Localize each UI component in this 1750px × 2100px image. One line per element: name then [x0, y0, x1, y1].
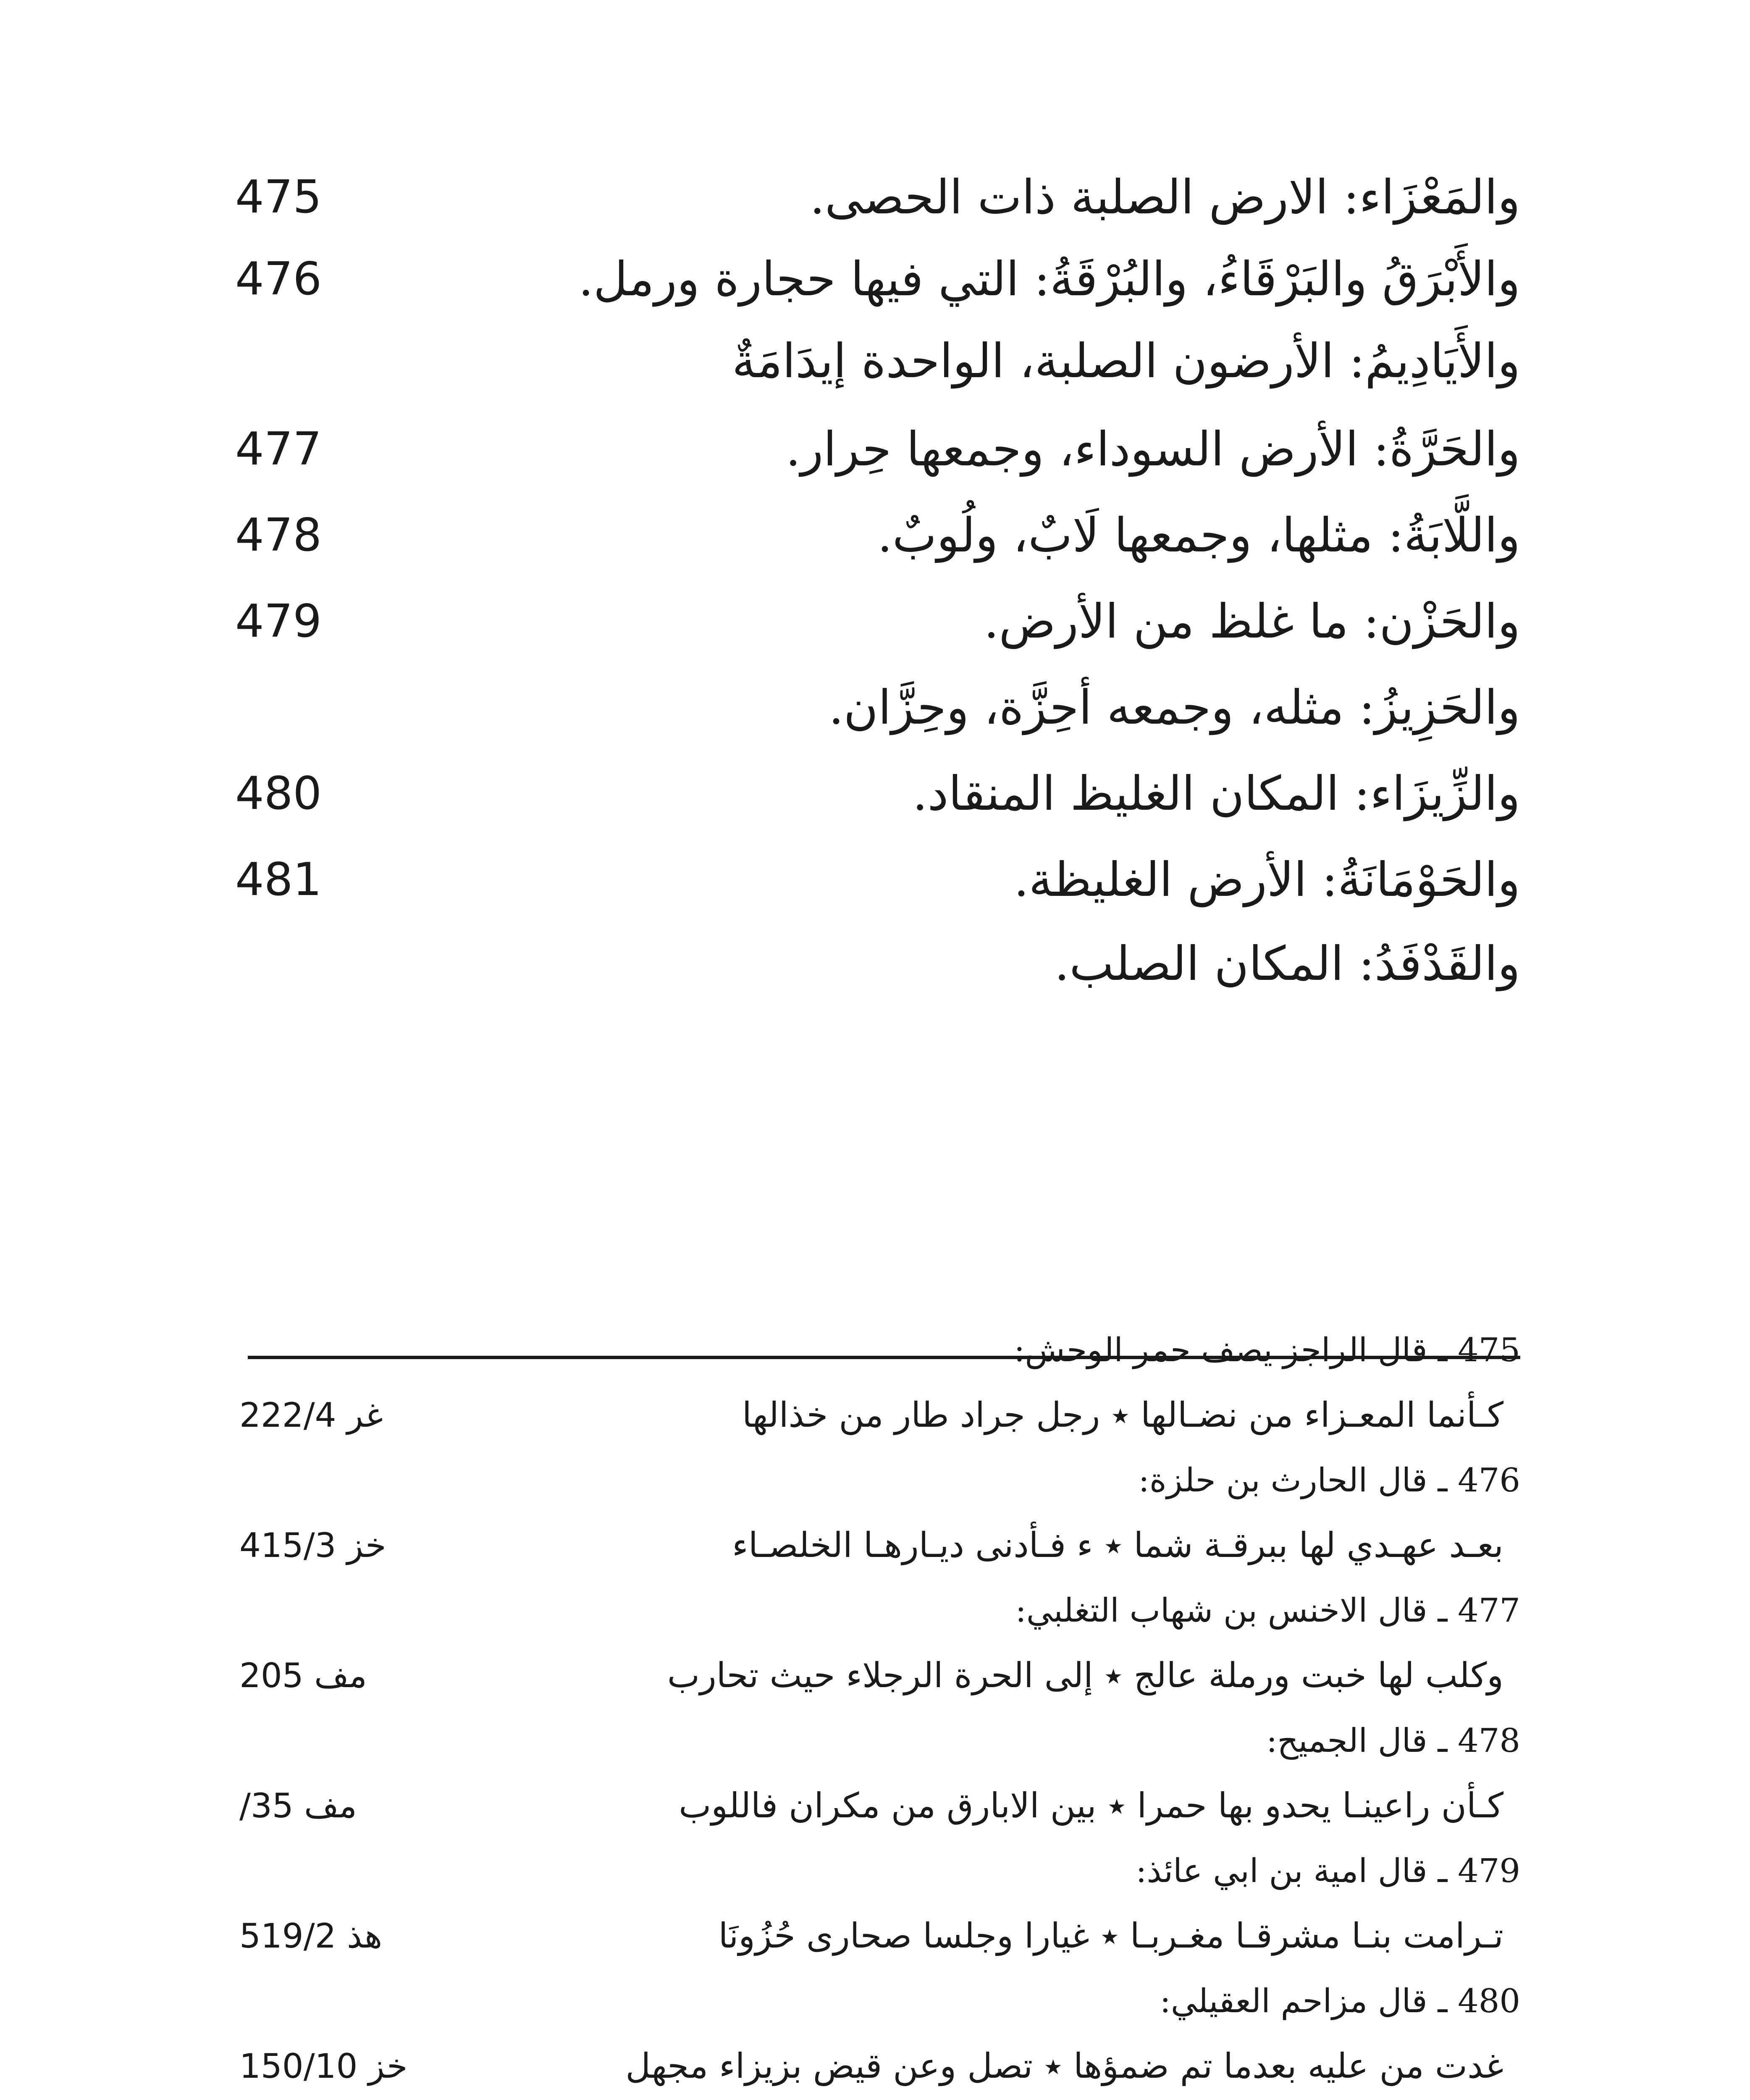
- entry-number: 480: [235, 767, 322, 820]
- entry-text: والحَرَّةُ: الأرض السوداء، وجمعها حِرار.: [785, 422, 1520, 477]
- footnote-heading: 480 ـ قال مزاحم العقيلي:: [1160, 1982, 1520, 2020]
- footnote-heading: 476 ـ قال الحارث بن حلزة:: [1138, 1462, 1520, 1499]
- entry-haziz: [235, 666, 1520, 750]
- entry-qadfad: [235, 922, 1520, 1006]
- footnote-heading: 478 ـ قال الجميح:: [1266, 1722, 1520, 1760]
- footnote-verse-row: [239, 2033, 1503, 2100]
- entry-text: والزِّيزَاء: المكان الغليظ المنقاد.: [912, 766, 1520, 821]
- verse-text: تـرامت بنـا مشرقـا مغـربـا ٭ غيارا وجلسا صحارى حُزُونَا: [718, 1916, 1503, 1956]
- entry-text: والأَيَادِيمُ: الأرضون الصلبة، الواحدة إيدَامَةٌ: [732, 334, 1520, 388]
- footnote-verse-row: [239, 1903, 1503, 1970]
- verse-text: غدت من عليه بعدما تم ضمؤها ٭ تصل وعن قيض بزيزاء مجهل: [625, 2046, 1503, 2086]
- entry-number: 477: [235, 423, 322, 475]
- entry-text: والحَوْمَانَةُ: الأرض الغليظة.: [1014, 853, 1520, 907]
- entry-477: [235, 407, 1520, 491]
- source-reference: خز 150/10: [239, 2047, 408, 2086]
- entry-number: 479: [235, 595, 322, 648]
- entry-481: [235, 838, 1520, 922]
- entry-text: والقَدْفَدُ: المكان الصلب.: [1054, 937, 1520, 991]
- entry-480: [235, 752, 1520, 836]
- entry-text: والمَعْزَاء: الارض الصلبة ذات الحصى.: [810, 170, 1520, 225]
- entry-text: والحَزِيزُ: مثله، وجمعه أحِزَّة، وحِزَّان.: [829, 680, 1520, 735]
- footnote-verse-row: [239, 1512, 1503, 1579]
- source-reference: هذ 519/2: [239, 1916, 383, 1956]
- footnote-heading: 475 ـ قال الراجز يصف حمر الوحش:: [1014, 1331, 1520, 1369]
- footnote-heading: 479 ـ قال امية بن ابي عائذ:: [1136, 1852, 1520, 1890]
- entry-478: [235, 494, 1520, 578]
- entry-number: 481: [235, 853, 322, 906]
- entry-text: واللَّابَةُ: مثلها، وجمعها لَابٌ، ولُوبٌ.: [877, 508, 1520, 563]
- verse-text: كـأنما المعـزاء من نضـالها ٭ رجل جراد طار من خذالها: [742, 1395, 1503, 1435]
- footnote-verse-row: [239, 1772, 1503, 1840]
- footnote-verse-row: [239, 1382, 1503, 1449]
- footnote-verse-row: [239, 1642, 1503, 1709]
- entry-number: 475: [235, 171, 322, 223]
- entry-475: [235, 155, 1520, 239]
- entry-text: والأَبْرَقُ والبَرْقَاءُ، والبُرْقَةُ: التي فيها حجارة ورمل.: [578, 252, 1520, 307]
- source-reference: مف 35/: [239, 1786, 357, 1825]
- source-reference: مف 205: [239, 1656, 367, 1695]
- entry-476: [235, 237, 1520, 321]
- entry-number: 478: [235, 509, 322, 562]
- verse-text: بعـد عهـدي لها ببرقـة شما ٭ ء فـأدنى ديـارهـا الخلصـاء: [732, 1525, 1503, 1565]
- verse-text: كـأن راعينـا يحدو بها حمرا ٭ بين الابارق من مكران فاللوب: [679, 1786, 1503, 1826]
- footnote-heading: 477 ـ قال الاخنس بن شهاب التغلبي:: [1015, 1592, 1520, 1630]
- source-reference: غر 222/4: [239, 1396, 383, 1435]
- entry-479: [235, 580, 1520, 664]
- entry-text: والحَزْن: ما غلظ من الأرض.: [984, 594, 1520, 649]
- source-reference: خز 415/3: [239, 1526, 386, 1565]
- verse-text: وكلب لها خبت ورملة عالج ٭ إلى الحرة الرجلاء حيث تحارب: [667, 1656, 1503, 1696]
- entry-number: 476: [235, 253, 322, 305]
- entry-ayadim: [235, 319, 1520, 403]
